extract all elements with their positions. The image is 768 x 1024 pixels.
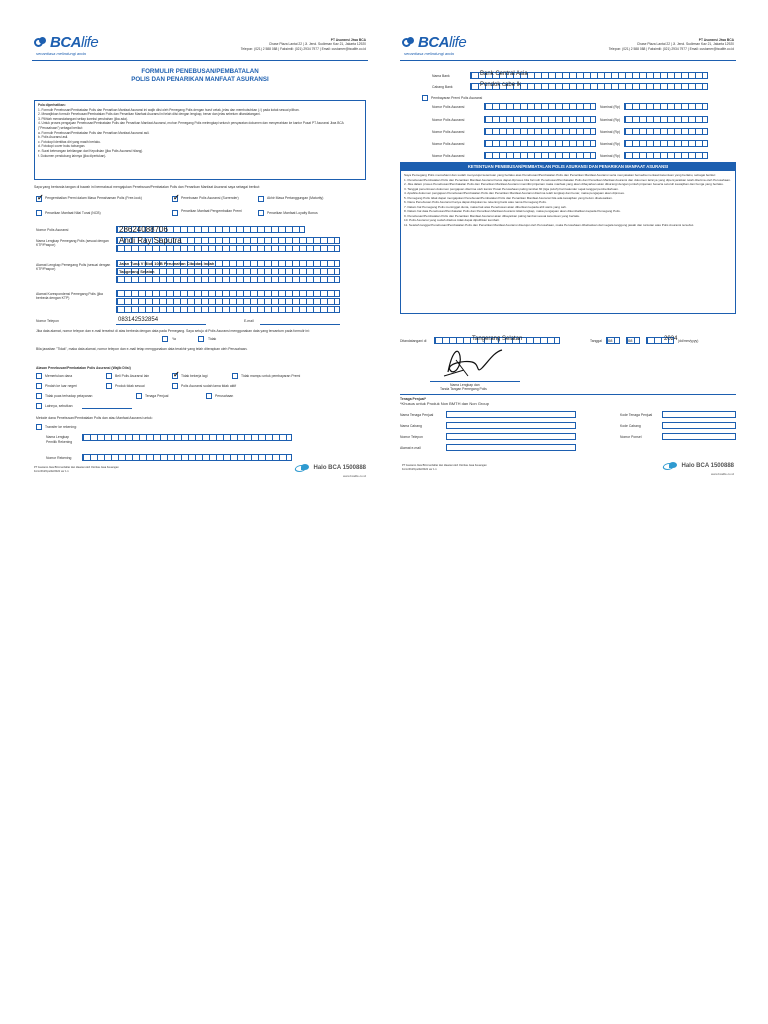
agent-title: Tenaga Penjual* bbox=[400, 397, 426, 401]
holder-name-field-2[interactable] bbox=[116, 245, 340, 252]
corr-address-field-2[interactable] bbox=[116, 298, 340, 305]
reason-other-checkbox[interactable] bbox=[36, 403, 42, 409]
reason-service-checkbox[interactable] bbox=[36, 393, 42, 399]
place-value: Tangerang Selatan bbox=[472, 336, 523, 342]
reason-moving-checkbox[interactable] bbox=[36, 383, 42, 389]
tagline: senantiasa melindungi anda bbox=[404, 51, 454, 56]
reason-company-checkbox[interactable] bbox=[206, 393, 212, 399]
reason-agent-checkbox[interactable] bbox=[136, 393, 142, 399]
reasons-title: Alasan Penebusan/Pembatalan Polis Asuransi (Wajib Diisi) bbox=[36, 366, 131, 370]
policy-no-label: Nomor Polis Asuransi bbox=[36, 228, 69, 232]
branch-value: Pondok cabe lk bbox=[480, 82, 522, 88]
bcalife-logo: BCAlife bbox=[34, 36, 98, 50]
address-value-line1: Jalan Tuna V Blok 10/B Perumahan Cibodas Indah bbox=[119, 261, 215, 266]
agent-name-field[interactable] bbox=[446, 411, 576, 418]
terms-box: KETENTUAN PENEBUSAN/PEMBATALAN POLIS ASURANSI DAN PENARIKAN MANFAAT ASURANSI Saya Pemegang Polis memahami dan sudah menyetujui ketentuan yang berlaku atas Penebusan/Pembatalan Polis dan Penarikan Manfaat Asuransi serta menyatakan bersedia mentaati ketentuan yang berlaku, sebagai berikut: 1. Penebusan/Pembatalan Polis dan Penarikan Manfaat Asuransi harus dapat diproses bila formulir Penebusan/Pembatalan Polis dan Penarikan Manfaat Asuransi dan dokumen lainnya yang dipersyaratkan telah diterima oleh Perusahaan. 2. Jika dalam proses Penebusan/Pembatalan Polis dan Penarikan Manfaat Asuransi memiliki pinjaman maka manfaat yang akan dibayarkan akan dikurangi dengan jumlah pinjaman beserta seluruh kewajiban dan bunga yang berlaku. 3. Tanggal penerimaan dokumen pengajuan diterima oleh kantor Pusat Perusahaan paling lambat 30 (tiga puluh) hari kalender sejak tanggal pemberitahuan. 4. Apabila dokumen pengajuan Penebusan/Pembatalan Polis dan Penarikan Manfaat Asuransi diterima telah lengkap dan benar, maka pengajuan akan diproses. 5. Pemegang Polis tidak dapat mengajukan Penebusan/Pembatalan Polis dan Penarikan Manfaat Asuransi bila ada kewajiban yang belum diselesaikan. 6. Dana Penebusan Polis Asuransi hanya dapat ditujukan ke rekening bank atas nama Pemegang Polis. 7. Dalam hal Pemegang Polis meninggal dunia, maka hak atas Penebusan akan diberikan kepada ahli waris yang sah. 8. Dalam hal data Penebusan/Pembatalan Polis dan Penarikan Manfaat Asuransi tidak lengkap, maka pengajuan akan dikembalikan kepada Pemegang Polis. 9. Penebusan/Pembatalan Polis dan Penarikan Manfaat Asuransi akan dibayarkan paling lambat sesuai ketentuan yang berlaku. 10. Polis Asuransi yang sudah ditebus tidak dapat dipulihkan kembali. 11. Setelah tanggal Penebusan/Pembatalan Polis dan Penarikan Manfaat Asuransi disetujui oleh Perusahaan, maka Perusahaan dibebaskan dari segala tanggung jawab dan tuntutan atas Polis Asuransi tersebut. bbox=[400, 162, 736, 314]
header-divider bbox=[400, 60, 736, 61]
terms-title: KETENTUAN PENEBUSAN/PEMBATALAN POLIS ASURANSI DAN PENARIKAN MANFAAT ASURANSI bbox=[401, 163, 735, 171]
email-label: E-mail bbox=[244, 319, 254, 323]
option-ncb-checkbox[interactable] bbox=[36, 210, 42, 216]
premium-amount-field-3[interactable] bbox=[624, 128, 708, 135]
option-maturity-checkbox[interactable] bbox=[258, 196, 264, 202]
bank-name-value: Bank Central Asia bbox=[480, 71, 528, 77]
reason-inactive-checkbox[interactable] bbox=[172, 383, 178, 389]
email-field[interactable] bbox=[260, 324, 340, 325]
bank-label: Nama Bank bbox=[432, 74, 450, 78]
halo-bca-icon bbox=[663, 462, 679, 469]
form-title: FORMULIR PENEBUSAN/PEMBATALAN POLIS DAN PENARIKAN MANFAAT ASURANSI bbox=[131, 68, 269, 83]
acct-no-field[interactable] bbox=[82, 454, 292, 461]
address-field-3[interactable] bbox=[116, 276, 340, 283]
option-freelook-checkbox[interactable] bbox=[36, 196, 42, 202]
company-info: PT Asuransi Jiwa BCA Chase Plaza Lantai 22 | Jl. Jend. Sudirman Kav 21, Jakarta 12920 Telepon: (021) 2 588 088 | Faksimili: (021) 2934 7977 | Email: customer@bcalife.co.id bbox=[608, 38, 734, 51]
form-page-1: BCAlife senantiasa melindungi anda PT Asuransi Jiwa BCA Chase Plaza Lantai 22 | Jl. Jend. Sudirman Kav 21, Jakarta 12920 Telepon: (021) 2 588 088 | Faksimili: (021) 2934 7977 | Email: customer@bcalife.co.id FORMULIR PENEBUSAN/PEMBATALAN POLIS DAN PENARIKAN MANFAAT ASURANSI Pola diperhatikan: 1. Formulir Penebusan/Pembatalan Polis dan Penarikan Manfaat Asuransi ini wajib diisi oleh Pemegang Polis dengan huruf cetak, jelas dan membubuhkan (√) pada kotak sesuai pilihan. 2. Mewajibkan formulir Penebusan/Pembatalan Polis dan Penarikan Manfaat Asuransi ini telah diisi dengan lengkap, benar dan jelas sebelum ditandatangani. 3. Pilihlah menandatangani setiap koreksi perubahan (jika ada). 4. Untuk proses pengajuan Penebusan/Pembatalan Polis dan Penarikan Manfaat Asuransi, mohon Pemegang Polis melengkapi seluruh persyaratan dokumen dan menyerahkan ke kantor Pusat PT Asuransi Jiwa BCA ("Perusahaan") sebagai berikut: a. Formulir Penebusan/Pembatalan Polis dan Penarikan Manfaat Asuransi asli. b. Polis Asuransi asli. c. Fotokopi identitas diri yang masih berlaku. d. Fotokopi cover buku tabungan. e. Surat keterangan kehilangan dari Kepolisian (jika Polis Asuransi hilang). f. Dokumen pendukung lainnya (jika diperlukan). Saya yang bertanda tangan di bawah ini bermaksud mengajukan Penebusan/Pembatalan Polis dan Penarikan Manfaat Asuransi saya sebagai berikut: ✓ Pengembalian Premi dalam Masa Pemahaman Polis (Free-look) ✓ Penebusan Polis Asuransi (Surrender) Akhir Masa Pertanggungan (Maturity) Penarikan Manfaat Nilai Tunai (NCB) Penarikan Manfaat Pengembalian Premi Penarikan Manfaat Loyalty Bonus Nomor Polis Asuransi 28624088706 Nama Lengkap Pemegang Polis (sesuai dengan KTP/Paspor) Andi Ray Saputra Alamat Lengkap Pemegang Polis (sesuai dengan KTP/Paspor) Jalan Tuna V Blok 10/B Perumahan Cibodas Indah Tangerang Selatan Alamat Korespondensi Pemegang Polis (jika berbeda dengan KTP) Nomor Telepon 083142532854 E-mail Jika data alamat, nomor telepon dan e-mail tersebut di atas berbeda dengan data pada Pemegang. Saya setuju di Polis Asuransi menggunakan data yang tercantum pada formulir ini: Ya Tidak Bila jawaban "Tidak", maka data alamat, nomor telepon dan e-mail tetap menggunakan data terakhir yang telah diterapkan oleh Perusahaan. Alasan Penebusan/Pembatalan Polis Asuransi (Wajib Diisi) Memerlukan dana Beli Polis Asuransi lain ✓ Tidak bekerja lagi Tidak mampu untuk pembayaran Premi Pindah ke luar negeri Produk tidak sesuai Polis Asuransi sudah lama tidak aktif Tidak puas terhadap pelayanan Tenaga Penjual Perusahaan Lainnya, sebutkan Metode dana Penebusan/Pembatalan Polis dan atau Manfaat Asuransi untuk: Transfer ke rekening: Nama Lengkap Pemilik Rekening Nomor Rekening PT Asuransi Jiwa BCA terdaftar dan diawasi oleh Otoritas Jasa Keuangan Form/Pol/Ops/02/2022 ver 1.1 Halo BCA 1500888 www.bcalife.co.id bbox=[32, 36, 368, 488]
premium-payment-checkbox[interactable] bbox=[422, 95, 428, 101]
consent-yes-checkbox[interactable] bbox=[162, 336, 168, 342]
premium-amount-field-1[interactable] bbox=[624, 103, 708, 110]
holder-name-label: Nama Lengkap Pemegang Polis (sesuai dengan KTP/Paspor) bbox=[36, 239, 109, 247]
bcalife-logo-icon bbox=[34, 37, 48, 49]
holder-signature bbox=[438, 342, 508, 382]
halo-bca-icon bbox=[295, 464, 311, 471]
reason-cannot-pay-checkbox[interactable] bbox=[232, 373, 238, 379]
reason-other-policy-checkbox[interactable] bbox=[106, 373, 112, 379]
reason-need-funds-checkbox[interactable] bbox=[36, 373, 42, 379]
agent-note: *Khusus untuk Produk Non BMTH dan Non Group bbox=[400, 401, 489, 406]
corr-address-field-1[interactable] bbox=[116, 290, 340, 297]
agent-email-field[interactable] bbox=[446, 444, 576, 451]
consent-text: Jika data alamat, nomor telepon dan e-mail tersebut di atas berbeda dengan data pada Pemegang. Saya setuju di Polis Asuransi menggunakan data yang tercantum pada formulir ini: bbox=[36, 329, 310, 333]
website: www.bcalife.co.id bbox=[342, 474, 366, 478]
agent-branch-field[interactable] bbox=[446, 422, 576, 429]
corr-address-field-3[interactable] bbox=[116, 306, 340, 313]
premium-policy-field-2[interactable] bbox=[484, 116, 596, 123]
holder-name-value: Andi Ray Saputra bbox=[119, 236, 182, 245]
reason-product-checkbox[interactable] bbox=[106, 383, 112, 389]
phone-value: 083142532854 bbox=[118, 317, 159, 323]
premium-policy-field-3[interactable] bbox=[484, 128, 596, 135]
option-premium-return-checkbox[interactable] bbox=[172, 210, 178, 216]
place-label: Ditandatangani di bbox=[400, 339, 427, 343]
premium-policy-field-1[interactable] bbox=[484, 103, 596, 110]
consent-no-checkbox[interactable] bbox=[198, 336, 204, 342]
agent-branch-code-field[interactable] bbox=[662, 422, 736, 429]
intro-text: Saya yang bertanda tangan di bawah ini bermaksud mengajukan Penebusan/Pembatalan Polis dan Penarikan Manfaat Asuransi saya sebagai berikut: bbox=[34, 185, 261, 189]
premium-amount-field-2[interactable] bbox=[624, 116, 708, 123]
company-info: PT Asuransi Jiwa BCA Chase Plaza Lantai 22 | Jl. Jend. Sudirman Kav 21, Jakarta 12920 Telepon: (021) 2 588 088 | Faksimili: (021) 2934 7977 | Email: customer@bcalife.co.id bbox=[240, 38, 366, 51]
halo-bca: Halo BCA 1500888 bbox=[663, 462, 734, 469]
instructions-box: Pola diperhatikan: 1. Formulir Penebusan/Pembatalan Polis dan Penarikan Manfaat Asuransi ini wajib diisi oleh Pemegang Polis dengan huruf cetak, jelas dan membubuhkan (√) pada kotak sesuai pilihan. 2. Mewajibkan formulir Penebusan/Pembatalan Polis dan Penarikan Manfaat Asuransi ini telah diisi dengan lengkap, benar dan jelas sebelum ditandatangani. 3. Pilihlah menandatangani setiap koreksi perubahan (jika ada). 4. Untuk proses pengajuan Penebusan/Pembatalan Polis dan Penarikan Manfaat Asuransi, mohon Pemegang Polis melengkapi seluruh persyaratan dokumen dan menyerahkan ke kantor Pusat PT Asuransi Jiwa BCA ("Perusahaan") sebagai berikut: a. Formulir Penebusan/Pembatalan Polis dan Penarikan Manfaat Asuransi asli. b. Polis Asuransi asli. c. Fotokopi identitas diri yang masih berlaku. d. Fotokopi cover buku tabungan. e. Surat keterangan kehilangan dari Kepolisian (jika Polis Asuransi hilang). f. Dokumen pendukung lainnya (jika diperlukan). bbox=[34, 100, 366, 180]
bcalife-logo: BCAlife bbox=[402, 36, 466, 50]
agent-code-field[interactable] bbox=[662, 411, 736, 418]
header-divider bbox=[32, 60, 368, 61]
premium-amount-field-4[interactable] bbox=[624, 140, 708, 147]
tagline: senantiasa melindungi anda bbox=[36, 51, 86, 56]
transfer-title: Metode dana Penebusan/Pembatalan Polis dan atau Manfaat Asuransi untuk: bbox=[36, 416, 153, 420]
consent-note: Bila jawaban "Tidak", maka data alamat, nomor telepon dan e-mail tetap menggunakan data terakhir yang telah diterapkan oleh Perusahaan. bbox=[36, 347, 248, 351]
halo-bca: Halo BCA 1500888 bbox=[295, 464, 366, 471]
website: www.bcalife.co.id bbox=[710, 472, 734, 476]
footer-note: PT Asuransi Jiwa BCA terdaftar dan diawasi oleh Otoritas Jasa Keuangan Form/Pol/Ops/02/2022 ver 1.1 bbox=[34, 466, 119, 473]
policy-no-value: 28624088706 bbox=[119, 225, 168, 234]
reason-other-field[interactable] bbox=[82, 408, 132, 409]
phone-label: Nomor Telepon bbox=[36, 319, 59, 323]
option-surrender-checkbox[interactable] bbox=[172, 196, 178, 202]
form-page-2: BCAlife senantiasa melindungi anda PT Asuransi Jiwa BCA Chase Plaza Lantai 22 | Jl. Jend. Sudirman Kav 21, Jakarta 12920 Telepon: (021) 2 588 088 | Faksimili: (021) 2934 7977 | Email: customer@bcalife.co.id Nama Bank Bank Central Asia Cabang Bank Pondok cabe lk Pembayaran Premi Polis Asuransi Nomor Polis Asuransi Nominal (Rp) Nomor Polis Asuransi Nominal (Rp) Nomor Polis Asuransi Nominal (Rp) Nomor Polis Asuransi Nominal (Rp) Nomor Polis Asuransi Nominal (Rp) KETENTUAN PENEBUSAN/PEMBATALAN POLIS ASURANSI DAN PENARIKAN MANFAAT ASURANSI Saya Pemegang Polis memahami dan sudah menyetujui ketentuan yang berlaku atas Penebusan/Pembatalan Polis dan Penarikan Manfaat Asuransi serta menyatakan bersedia mentaati ketentuan yang berlaku, sebagai berikut: 1. Penebusan/Pembatalan Polis dan Penarikan Manfaat Asuransi harus dapat diproses bila formulir Penebusan/Pembatalan Polis dan Penarikan Manfaat Asuransi dan dokumen lainnya yang dipersyaratkan telah diterima oleh Perusahaan. 2. Jika dalam proses Penebusan/Pembatalan Polis dan Penarikan Manfaat Asuransi memiliki pinjaman maka manfaat yang akan dibayarkan akan dikurangi dengan jumlah pinjaman beserta seluruh kewajiban dan bunga yang berlaku. 3. Tanggal penerimaan dokumen pengajuan diterima oleh kantor Pusat Perusahaan paling lambat 30 (tiga puluh) hari kalender sejak tanggal pemberitahuan. 4. Apabila dokumen pengajuan Penebusan/Pembatalan Polis dan Penarikan Manfaat Asuransi diterima telah lengkap dan benar, maka pengajuan akan diproses. 5. Pemegang Polis tidak dapat mengajukan Penebusan/Pembatalan Polis dan Penarikan Manfaat Asuransi bila ada kewajiban yang belum diselesaikan. 6. Dana Penebusan Polis Asuransi hanya dapat ditujukan ke rekening bank atas nama Pemegang Polis. 7. Dalam hal Pemegang Polis meninggal dunia, maka hak atas Penebusan akan diberikan kepada ahli waris yang sah. 8. Dalam hal data Penebusan/Pembatalan Polis dan Penarikan Manfaat Asuransi tidak lengkap, maka pengajuan akan dikembalikan kepada Pemegang Polis. 9. Penebusan/Pembatalan Polis dan Penarikan Manfaat Asuransi akan dibayarkan paling lambat sesuai ketentuan yang berlaku. 10. Polis Asuransi yang sudah ditebus tidak dapat dipulihkan kembali. 11. Setelah tanggal Penebusan/Pembatalan Polis dan Penarikan Manfaat Asuransi disetujui oleh Perusahaan, maka Perusahaan dibebaskan dari segala tanggung jawab dan tuntutan atas Polis Asuransi tersebut. Ditandatangani di Tangerang Selatan Tanggal 08 08 2024 (dd/mm/yyyy) Nama Lengkap dan Tanda Tangan Pemegang Polis Tenaga Penjual* *Khusus untuk Produk Non BMTH dan Non Group Nama Tenaga Penjual Kode Tenaga Penjual Nama Cabang Kode Cabang Nomor Telepon Nomor Ponsel Alamat e-mail PT Asuransi Jiwa BCA terdaftar dan diawasi oleh Otoritas Jasa Keuangan Form/Pol/Ops/02/2022 ver 1.1 Halo BCA 1500888 www.bcalife.co.id bbox=[400, 36, 736, 488]
bcalife-logo-icon bbox=[402, 37, 416, 49]
option-loyalty-checkbox[interactable] bbox=[258, 210, 264, 216]
premium-policy-field-5[interactable] bbox=[484, 152, 596, 159]
branch-label: Cabang Bank bbox=[432, 85, 453, 89]
corr-address-label: Alamat Korespondensi Pemegang Polis (jika berbeda dengan KTP) bbox=[36, 292, 103, 300]
transfer-checkbox[interactable] bbox=[36, 424, 42, 430]
agent-phone-field[interactable] bbox=[446, 433, 576, 440]
address-label: Alamat Lengkap Pemegang Polis (sesuai dengan KTP/Paspor) bbox=[36, 263, 111, 271]
footer-note: PT Asuransi Jiwa BCA terdaftar dan diawasi oleh Otoritas Jasa Keuangan Form/Pol/Ops/02/2022 ver 1.1 bbox=[402, 464, 487, 471]
agent-mobile-field[interactable] bbox=[662, 433, 736, 440]
address-value-line2: Tangerang Selatan bbox=[119, 269, 155, 274]
premium-amount-field-5[interactable] bbox=[624, 152, 708, 159]
acct-name-field[interactable] bbox=[82, 434, 292, 441]
reason-not-working-checkbox[interactable] bbox=[172, 373, 178, 379]
date-label: Tanggal bbox=[590, 339, 602, 343]
premium-policy-field-4[interactable] bbox=[484, 140, 596, 147]
